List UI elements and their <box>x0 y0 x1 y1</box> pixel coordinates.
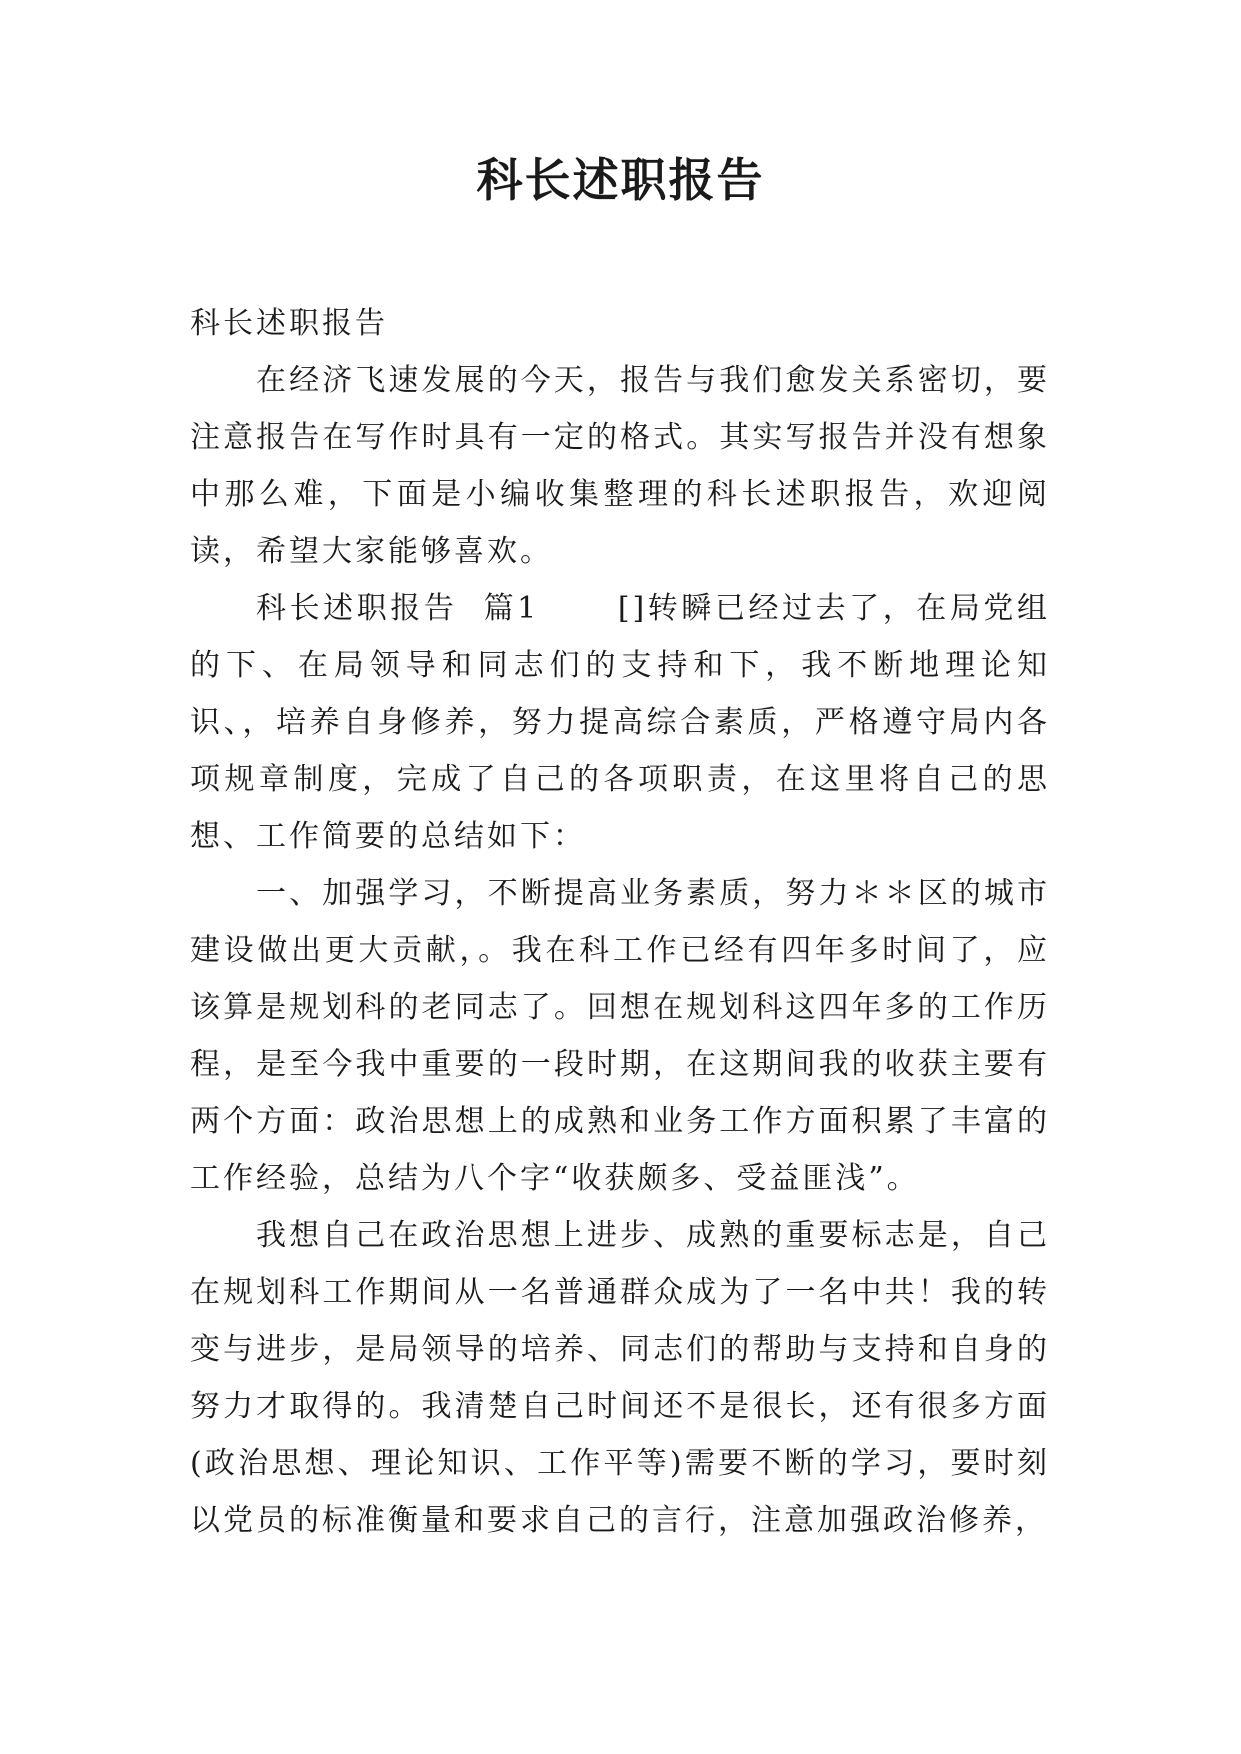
document-subtitle: 科长述职报告 <box>190 306 388 341</box>
paragraph-section-1: 科长述职报告 篇1 []转瞬已经过去了，在局党组的下、在局领导和同志们的支持和下，我不断地理论知识、，培养自身修养，努力提高综合素质，严格遵守局内各项规章制度，完成了自己的各项职责，在这里将自己的思想、工作简要的总结如下： <box>190 591 1050 854</box>
document-title: 科长述职报告 <box>476 153 765 207</box>
document-body <box>190 295 1050 1549</box>
paragraph-intro: 在经济飞速发展的今天，报告与我们愈发关系密切，要注意报告在写作时具有一定的格式。其实写报告并没有想象中那么难，下面是小编收集整理的科长述职报告，欢迎阅读，希望大家能够喜欢。 <box>190 363 1050 569</box>
paragraph-study: 一、加强学习，不断提高业务素质，努力＊＊区的城市建设做出更大贡献，。我在科工作已经有四年多时间了，应该算是规划科的老同志了。回想在规划科这四年多的工作历程，是至今我中重要的一段时期，在这期间我的收获主要有两个方面：政治思想上的成熟和业务工作方面积累了丰富的工作经验，总结为八个字“收获颇多、受益匪浅”。 <box>190 876 1050 1196</box>
paragraph-politics: 我想自己在政治思想上进步、成熟的重要标志是，自己在规划科工作期间从一名普通群众成为了一名中共！我的转变与进步，是局领导的培养、同志们的帮助与支持和自身的努力才取得的。我清楚自己时间还不是很长，还有很多方面(政治思想、理论知识、工作平等)需要不断的学习，要时刻以党员的标准衡量和要求自己的言行，注意加强政治修养， <box>190 1218 1050 1538</box>
